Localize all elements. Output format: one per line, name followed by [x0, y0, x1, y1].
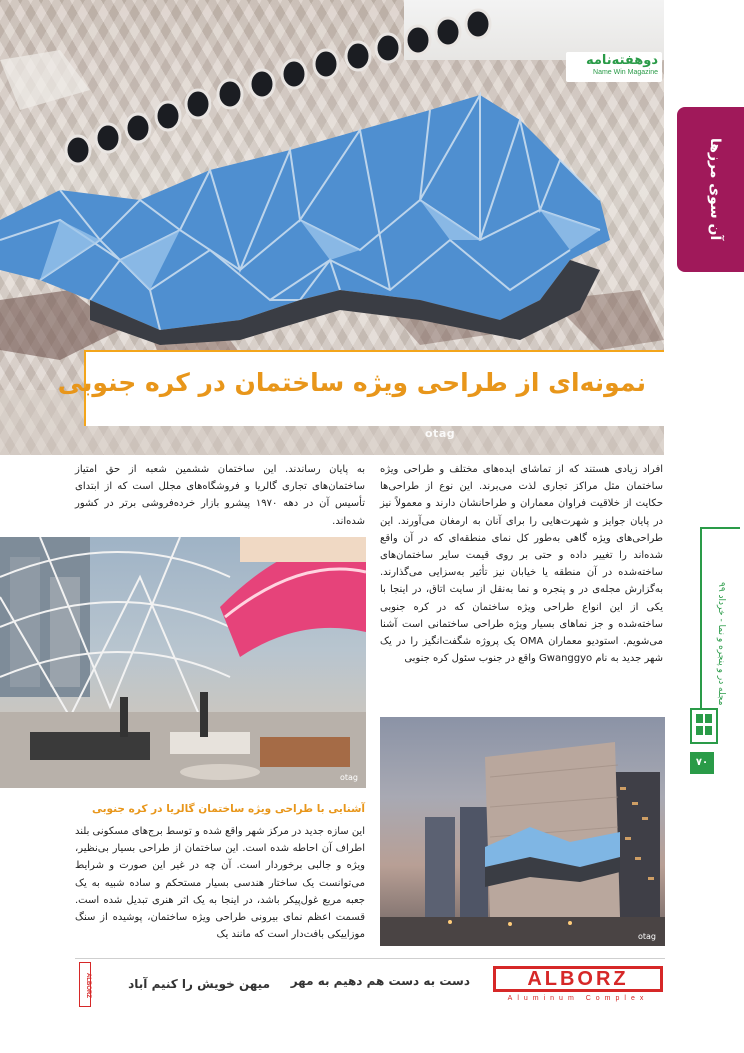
- article-column-left: به پایان رساندند. این ساختمان ششمین شعبه از حق امتیاز ساختمان‌های تجاری گالریا و فروشگاه‌های مجلل است که از ابتدای تأسیس آن در دهه ۱۹۷۰ پیشرو بازار خرده‌فروشی برتر در کشور شده‌اند.: [75, 464, 366, 527]
- logo-title: دوهفته‌نامه: [585, 53, 658, 68]
- article-column-right: افراد زیادی هستند که از تماشای ایده‌های مختلف و طراحی ویژه ساختمان مثل مراکز تجاری لذت می‌برند. این نوع از طراحی‌ها حکایت از خلاقیت فراوان معماران و طراحانشان دارند و معمولاً نیز در پایان جوایز و شهرت‌هایی را برای آنان به ارمغان می‌آورند. این طراحی‌های ویژه گاهی به‌طور کل نمای منطقه‌ای که در آن واقع شده‌اند را تغییر داده و حتی بر روی قیمت سایر ساختمان‌های ساخته‌شده در آن منطقه یا خیابان نیز تأثیر به‌سزایی می‌گذارند. به‌گزارش مجله‌ی در و پنجره و نما به‌نقل از سایت اتاق، در اینجا با یکی از این انواع طراحی ویژه ساختمان که در کره جنوبی ساخته‌شده و جز نماهای بسیار ویژه طراحی ساختمانی است آشنا می‌شویم. استودیو معماران OMA یک پروژه شگفت‌انگیز را در یک شهر جدید به نام Gwanggyo واقع در جنوب سئول کره جنوبی: [380, 464, 663, 665]
- hero-watermark: otag: [425, 427, 456, 440]
- footer-divider: [75, 958, 665, 959]
- interior-photo: [0, 537, 366, 788]
- hero-image: [0, 0, 664, 455]
- logo-subtitle: Name Win Magazine: [593, 69, 658, 76]
- alborz-brand-sub: Aluminum Complex: [507, 995, 649, 1002]
- interior-photo-graphic: [0, 537, 366, 788]
- section-tab: [677, 107, 744, 272]
- margin-vertical-rule: [700, 527, 702, 712]
- margin-rule: [700, 527, 740, 529]
- interior-photo-tag: otag: [340, 773, 359, 782]
- section-tab-label: آن سوی مرزها: [707, 137, 723, 241]
- article-column-bottom: این سازه جدید در مرکز شهر واقع شده و توسط برج‌های مسکونی بلند اطراف آن احاطه شده است. این ساختمان از طراحی بسیار بی‌نظیر، ویژه و جالبی برخوردار است. آن چه در غیر این صورت و شرایط می‌توانست یک ساختار هندسی بسیار مستحکم و ساده شبیه به یک جعبه مربع غول‌پیکر باشد، در اینجا به یک اثر هنری تبدیل شده است. قسمت اعظم نمای بیرونی طراحی ویژه ساختمان، پوشیده از سنگ موزاییکی بافت‌دار است که مانند یک: [75, 826, 365, 941]
- exterior-photo-tag: otag: [638, 932, 657, 941]
- running-head: مجله در و پنجره و نما - خرداد ۹۹: [716, 581, 726, 705]
- magazine-logo: [566, 52, 662, 82]
- small-logo-text: ALBORZ: [85, 972, 91, 998]
- footer-slogan-left: میهن خویش را کنیم آباد: [128, 977, 270, 991]
- page-number: ۷۰: [690, 752, 714, 774]
- article-title-box: [57, 350, 664, 426]
- alborz-logo: [493, 966, 663, 992]
- article-title: نمونه‌ای از طراحی ویژه ساختمان در کره جنوبی: [57, 368, 646, 397]
- window-icon: [690, 708, 718, 744]
- exterior-photo: [380, 717, 665, 946]
- footer-slogan-right: دست به دست هم دهیم به مهر: [290, 974, 470, 988]
- alborz-brand: ALBORZ: [527, 968, 629, 990]
- small-alborz-logo: [79, 962, 91, 1007]
- photo-caption-heading: آشنایی با طراحی ویژه ساختمان گالریا در کره جنوبی: [91, 803, 365, 815]
- exterior-photo-graphic: [380, 717, 665, 946]
